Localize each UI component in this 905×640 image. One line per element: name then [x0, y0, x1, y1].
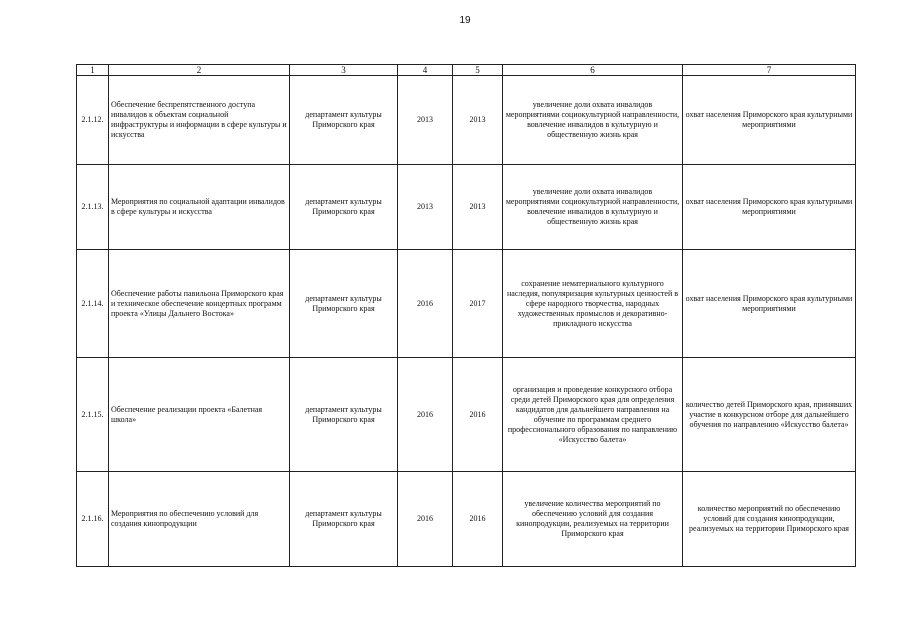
page-number: 19: [459, 15, 471, 26]
column-header: 7: [683, 65, 856, 76]
column-header: 3: [290, 65, 398, 76]
column-header: 2: [109, 65, 290, 76]
activity-executor: департамент культуры Приморского края: [290, 250, 398, 358]
activity-start-year: 2016: [398, 472, 453, 567]
activity-end-year: 2016: [453, 358, 503, 472]
activity-indicator: охват населения Приморского края культурными мероприятиями: [683, 76, 856, 165]
activity-start-year: 2013: [398, 76, 453, 165]
activity-executor: департамент культуры Приморского края: [290, 358, 398, 472]
activity-number: 2.1.14.: [77, 250, 109, 358]
activity-name: Обеспечение реализации проекта «Балетная школа»: [109, 358, 290, 472]
activity-expected-result: организация и проведение конкурсного отбора среди детей Приморского края для определения кандидатов для дальнейшего направления на обучение по программам среднего профессионального образования по направлению «Искусство балета»: [503, 358, 683, 472]
program-activities-table: [76, 64, 856, 567]
column-header: 6: [503, 65, 683, 76]
column-header: 5: [453, 65, 503, 76]
activity-number: 2.1.13.: [77, 165, 109, 250]
activity-start-year: 2013: [398, 165, 453, 250]
column-header: 4: [398, 65, 453, 76]
activity-executor: департамент культуры Приморского края: [290, 472, 398, 567]
table-row: [77, 472, 856, 567]
activity-name: Мероприятия по социальной адаптации инвалидов в сфере культуры и искусства: [109, 165, 290, 250]
table-row: [77, 358, 856, 472]
activity-end-year: 2016: [453, 472, 503, 567]
activity-number: 2.1.15.: [77, 358, 109, 472]
activity-name: Обеспечение беспрепятственного доступа инвалидов к объектам социальной инфраструктуры и информации в сфере культуры и искусства: [109, 76, 290, 165]
activity-executor: департамент культуры Приморского края: [290, 76, 398, 165]
activity-expected-result: сохранение нематериального культурного наследия, популяризация культурных ценностей в сфере народного творчества, народных художественных промыслов и декоративно-прикладного искусства: [503, 250, 683, 358]
activity-end-year: 2013: [453, 165, 503, 250]
activity-expected-result: увеличение количества мероприятий по обеспечению условий для создания кинопродукции, реализуемых на территории Приморского края: [503, 472, 683, 567]
table-row: [77, 250, 856, 358]
activity-number: 2.1.16.: [77, 472, 109, 567]
activity-start-year: 2016: [398, 250, 453, 358]
activity-number: 2.1.12.: [77, 76, 109, 165]
activity-name: Обеспечение работы павильона Приморского края и техническое обеспечение концертных программ проекта «Улицы Дальнего Востока»: [109, 250, 290, 358]
activity-executor: департамент культуры Приморского края: [290, 165, 398, 250]
activity-expected-result: увеличение доли охвата инвалидов мероприятиями социокультурной направленности, вовлечение инвалидов в культурную и общественную жизнь края: [503, 165, 683, 250]
activity-start-year: 2016: [398, 358, 453, 472]
table-row: [77, 165, 856, 250]
table-row: [77, 76, 856, 165]
activity-indicator: охват населения Приморского края культурными мероприятиями: [683, 250, 856, 358]
activity-indicator: количество мероприятий по обеспечению условий для создания кинопродукции, реализуемых на территории Приморского края: [683, 472, 856, 567]
activity-end-year: 2013: [453, 76, 503, 165]
activity-end-year: 2017: [453, 250, 503, 358]
activity-name: Мероприятия по обеспечению условий для создания кинопродукции: [109, 472, 290, 567]
column-header: 1: [77, 65, 109, 76]
activity-expected-result: увеличение доли охвата инвалидов мероприятиями социокультурной направленности, вовлечение инвалидов в культурную и общественную жизнь края: [503, 76, 683, 165]
activity-indicator: охват населения Приморского края культурными мероприятиями: [683, 165, 856, 250]
table-header-row: [77, 65, 856, 76]
activity-indicator: количество детей Приморского края, принявших участие в конкурсном отборе для дальнейшего обучения по направлению «Искусство балета»: [683, 358, 856, 472]
